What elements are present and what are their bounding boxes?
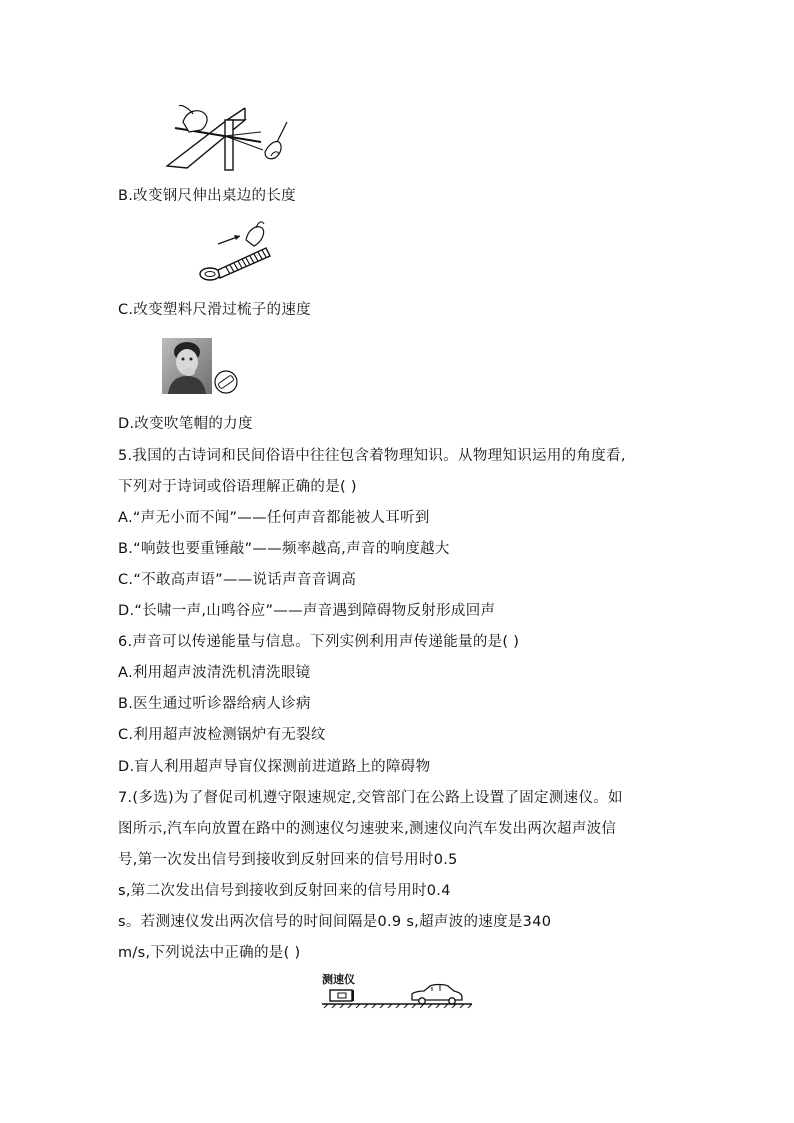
option-c-prev: C.改变塑料尺滑过梳子的速度: [118, 302, 311, 318]
q7-stem-line4: s,第二次发出信号到接收到反射回来的信号用时0.4: [118, 883, 451, 899]
boy-photo: [162, 338, 240, 394]
q5-stem-line1: 5.我国的古诗词和民间俗语中往往包含着物理知识。从物理知识运用的角度看,: [118, 448, 626, 464]
comb-drawing: [196, 218, 276, 284]
q5-option-b: B.“响鼓也要重锤敲”——频率越高,声音的响度越大: [118, 541, 450, 557]
q7-stem-line2: 图所示,汽车向放置在路中的测速仪匀速驶来,测速仪向汽车发出两次超声波信: [118, 821, 617, 837]
q7-stem-line6: m/s,下列说法中正确的是( ): [118, 945, 301, 961]
q7-stem-line1: 7.(多选)为了督促司机遵守限速规定,交管部门在公路上设置了固定测速仪。如: [118, 790, 623, 806]
ruler-desk-figure: [165, 100, 295, 172]
q7-stem-line5: s。若测速仪发出两次信号的时间间隔是0.9 s,超声波的速度是340: [118, 914, 552, 930]
option-d-prev: D.改变吹笔帽的力度: [118, 416, 253, 432]
q5-stem-line2: 下列对于诗词或俗语理解正确的是( ): [118, 479, 357, 495]
q5-option-a: A.“声无小而不闻”——任何声音都能被人耳听到: [118, 510, 430, 526]
speed-detector-drawing: [320, 973, 475, 1009]
q6-stem: 6.声音可以传递能量与信息。下列实例利用声传递能量的是( ): [118, 634, 520, 650]
q5-option-d: D.“长啸一声,山鸣谷应”——声音遇到障碍物反射形成回声: [118, 603, 496, 619]
q6-option-d: D.盲人利用超声导盲仪探测前进道路上的障碍物: [118, 759, 431, 775]
option-b-prev: B.改变钢尺伸出桌边的长度: [118, 188, 296, 204]
ruler-desk-drawing: [165, 100, 295, 172]
comb-figure: [196, 218, 276, 284]
speed-detector-label: 测速仪: [322, 973, 355, 986]
q6-option-a: A.利用超声波清洗机清洗眼镜: [118, 665, 311, 681]
boy-photo-figure: [162, 338, 240, 394]
q5-option-c: C.“不敢高声语”——说话声音音调高: [118, 572, 357, 588]
q6-option-b: B.医生通过听诊器给病人诊病: [118, 696, 311, 712]
speed-detector-figure: [320, 973, 475, 1009]
q6-option-c: C.利用超声波检测锅炉有无裂纹: [118, 727, 326, 743]
q7-stem-line3: 号,第一次发出信号到接收到反射回来的信号用时0.5: [118, 852, 458, 868]
